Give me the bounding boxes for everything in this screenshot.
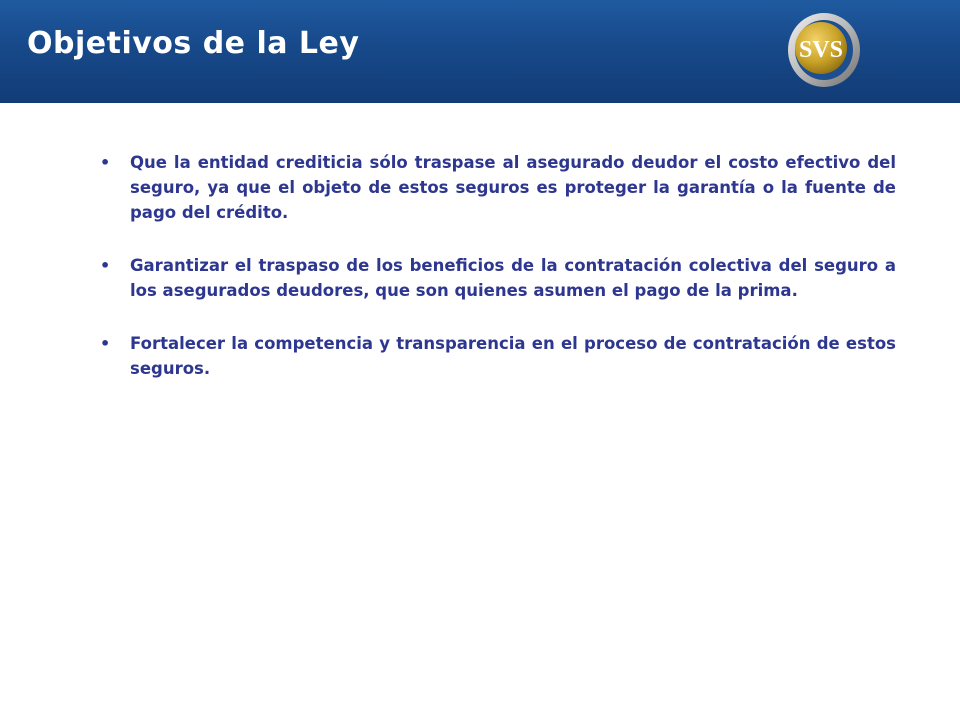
- logo-text: SVS: [798, 37, 844, 63]
- bullet-text: Que la entidad crediticia sólo traspase al asegurado deudor el costo efectivo del seguro, ya que el objeto de estos seguros es proteger la garantía o la fuente de pago del crédito.: [130, 153, 896, 222]
- bullet-item: [100, 253, 896, 303]
- slide-title: Objetivos de la Ley: [27, 26, 360, 61]
- bullet-item: [100, 331, 896, 381]
- svs-logo: [784, 8, 864, 90]
- slide-header: [0, 0, 960, 103]
- bullet-text: Fortalecer la competencia y transparencia en el proceso de contratación de estos seguros.: [130, 334, 896, 378]
- bullet-marker: •: [100, 334, 111, 353]
- bullet-marker: •: [100, 153, 111, 172]
- bullet-marker: •: [100, 256, 111, 275]
- bullet-item: [100, 150, 896, 225]
- bullet-list: [100, 150, 896, 409]
- bullet-text: Garantizar el traspaso de los beneficios de la contratación colectiva del seguro a los asegurados deudores, que son quienes asumen el pago de la prima.: [130, 256, 896, 300]
